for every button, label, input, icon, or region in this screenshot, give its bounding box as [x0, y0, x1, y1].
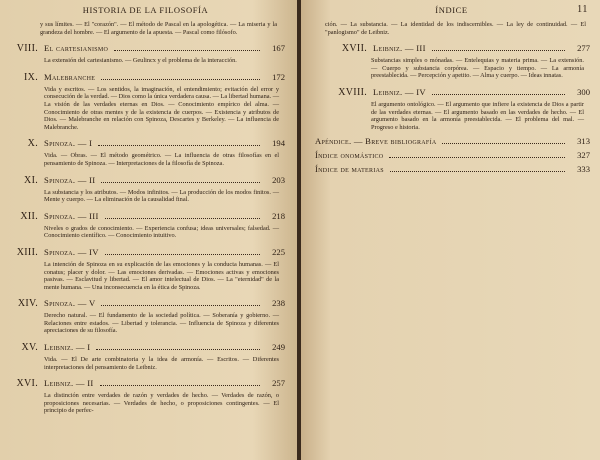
chapter-page: 257: [272, 378, 285, 389]
chapter-summary: La distinción entre verdades de razón y verdades de hecho. — Verdades de razón, o proposiciones necesarias. — Verdades de hecho, o proposiciones contingentes. — El principio de perfec-: [44, 392, 279, 415]
chapter-title: Leibniz. — I: [44, 342, 91, 353]
dot-leader: [432, 50, 565, 51]
chapter-summary: Vida y escritos. — Los sentidos, la imaginación, el entendimiento; evitación del error y consecución de la verdad. — Dios como la única verdadera causa. — La libertad humana. — La visión de las verdades eternas en Dios. — Conocimiento empírico del alma. — Conocimiento de otras mentes y de la existencia de cuerpos. — Existencia y atributos de Dios. — Malebranche en relación con Spinoza, Descartes y Berkeley. — La influencia de Malebranche.: [44, 85, 279, 131]
toc-entry: [313, 43, 590, 80]
chapter-number: XIII.: [16, 246, 38, 258]
chapter-title: Leibniz. — IV: [373, 86, 426, 97]
dot-leader: [389, 157, 565, 158]
chapter-number: XV.: [21, 342, 38, 354]
subject-index-title: Índice de materias: [315, 164, 384, 175]
chapter-summary: El argumento ontológico. — El argumento que infiere la existencia de Dios a partir de las verdades eternas. — El argumento basado en las verdades de hecho. — El argumento basado en la armonía preestablecida. — El problema del mal. — Progreso e historia.: [371, 100, 584, 131]
toc-entry: [6, 175, 285, 204]
chapter-summary: Vida. — Obras. — El método geométrico. — La influencia de otras filosofías en el pensamiento de Spinoza. — Interpretaciones de la filosofía de Spinoza.: [44, 152, 279, 167]
chapter-number: VIII.: [16, 43, 38, 55]
chapter-title: Spinoza. — II: [44, 174, 96, 185]
chapter-summary: La extensión del cartesianismo. — Geulincx y el problema de la interacción.: [44, 57, 237, 65]
toc-entry: [6, 211, 285, 240]
toc-extra-entry: [315, 164, 590, 174]
dot-leader: [98, 145, 260, 146]
toc-entry: [6, 298, 285, 335]
chapter-title: Malebranche: [44, 71, 96, 82]
chapter-page: 172: [272, 71, 285, 82]
toc-entry: [6, 378, 285, 415]
dot-leader: [101, 79, 260, 80]
toc-entry: [6, 138, 285, 167]
chapter-title: Leibniz. — II: [44, 378, 94, 389]
toc-entry: [6, 342, 285, 371]
dot-leader: [101, 305, 260, 306]
dot-leader: [101, 182, 260, 183]
chapter-number: XVII.: [341, 43, 367, 55]
dot-leader: [100, 385, 260, 386]
chapter-summary: Substancias simples o mónadas. — Entelequias y materia prima. — La extensión. — Cuerpo y substancia corpórea. — Espacio y tiempo. — La armonía preestablecida. — Percepción y apetito. — Alma y cuerpo. — Ideas innatas.: [371, 57, 584, 80]
chapter-page: 218: [272, 210, 285, 221]
dot-leader: [432, 94, 565, 95]
toc-entry: [6, 247, 285, 291]
left-page: [0, 0, 297, 460]
chapter-page: 167: [272, 43, 285, 54]
chapter-number: XI.: [24, 174, 38, 186]
toc-entry: [6, 43, 285, 65]
chapter-title: Spinoza. — V: [44, 298, 96, 309]
subject-index-page: 333: [577, 164, 590, 175]
left-page-header: [6, 5, 285, 19]
chapter-summary: La intención de Spinoza en su explicación de las emociones y la conducta humanas. — El conatus; placer y dolor. — Las emociones derivadas. — Emociones activas y emociones pasivas. — Esclavitud y libertad. — El amor intelectual de Dios. — La "eternidad" de la mente humana. — Una inconsecuencia en la ética de Spinoza.: [44, 260, 279, 291]
chapter-number: XVIII.: [338, 86, 367, 98]
toc-entry: [6, 72, 285, 132]
chapter-page: 300: [577, 86, 590, 97]
dot-leader: [442, 143, 565, 144]
chapter-title: Spinoza. — I: [44, 138, 93, 149]
appendix-page: 313: [577, 136, 590, 147]
right-running-title: ÍNDICE: [435, 5, 468, 15]
chapter-number: XIV.: [17, 298, 38, 310]
page-number: 11: [577, 4, 588, 15]
chapter-number: X.: [27, 138, 38, 150]
right-page: [301, 0, 600, 460]
chapter-summary: Derecho natural. — El fundamento de la sociedad política. — Soberanía y gobierno. — Relaciones entre estados. — Libertad y tolerancia. — Influencia de Spinoza y diferentes apreciaciones de su filosofía.: [44, 312, 279, 335]
name-index-title: Índice onomástico: [315, 150, 384, 161]
chapter-page: 225: [272, 246, 285, 257]
chapter-title: El cartesianismo: [44, 43, 109, 54]
name-index-page: 327: [577, 150, 590, 161]
chapter-page: 238: [272, 298, 285, 309]
chapter-number: XII.: [20, 210, 38, 222]
chapter-title: Leibniz. — III: [373, 43, 426, 54]
chapter-summary: Niveles o grados de conocimiento. — Experiencia confusa; ideas universales; falsedad. — Conocimiento científico. — Conocimiento intuitivo.: [44, 224, 279, 240]
continued-text: ción. — La substancia. — La identidad de los indiscernibles. — La ley de continuidad. — El "panlogismo" de Leibniz.: [325, 21, 586, 36]
chapter-page: 194: [272, 138, 285, 149]
dot-leader: [105, 254, 260, 255]
chapter-page: 277: [577, 43, 590, 54]
right-page-header: [313, 5, 590, 19]
dot-leader: [390, 171, 565, 172]
continued-text: y sus límites. — El "corazón". — El método de Pascal en la apologética. — La miseria y la grandeza del hombre. — El argumento de la apuesta. — Pascal como filósofo.: [40, 21, 277, 36]
toc-extra-entry: [315, 150, 590, 160]
dot-leader: [96, 349, 260, 350]
chapter-summary: Vida. — El De arte combinatoria y la idea de armonía. — Escritos. — Diferentes interpretaciones del pensamiento de Leibniz.: [44, 356, 279, 371]
chapter-page: 203: [272, 174, 285, 185]
chapter-number: XVI.: [16, 378, 38, 390]
toc-entry: [313, 87, 590, 131]
chapter-page: 249: [272, 342, 285, 353]
appendix-title: Apéndice. — Breve bibliografía: [315, 136, 437, 147]
dot-leader: [105, 218, 260, 219]
chapter-title: Spinoza. — III: [44, 210, 99, 221]
chapter-summary: La substancia y los atributos. — Modos infinitos. — La producción de los modos finitos. — Mente y cuerpo. — La eliminación de la causalidad final.: [44, 188, 279, 204]
chapter-title: Spinoza. — IV: [44, 246, 99, 257]
chapter-number: IX.: [24, 71, 38, 83]
toc-extra-entry: [315, 136, 590, 146]
left-running-title: HISTORIA DE LA FILOSOFÍA: [82, 5, 209, 15]
dot-leader: [114, 50, 260, 51]
